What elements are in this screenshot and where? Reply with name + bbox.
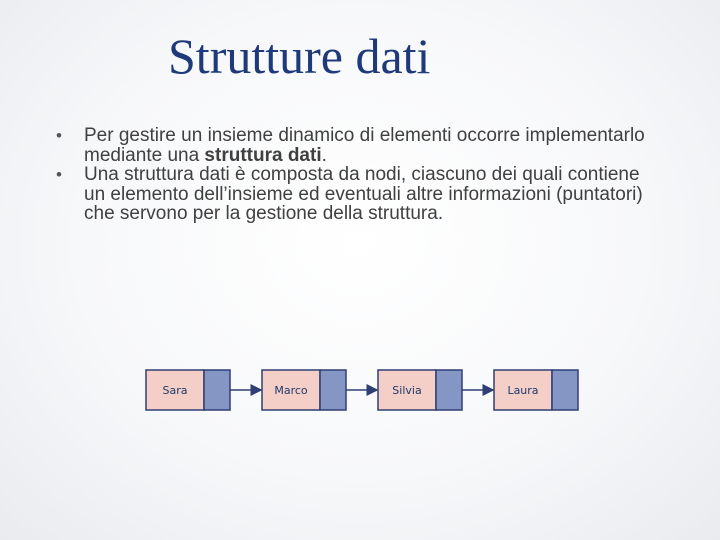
bullet-list [50, 126, 660, 224]
bullet-text: Una struttura dati è composta da nodi, ciascuno dei quali contiene un elemento dell’insieme ed eventuali altre informazioni (puntatori) che servono per la gestione della struttura. [84, 164, 643, 224]
node-label: Silvia [392, 384, 422, 397]
list-node [262, 370, 346, 410]
node-pointer-cell [320, 370, 346, 410]
bullet-text: Per gestire un insieme dinamico di elementi occorre implementarlo mediante una [84, 125, 645, 166]
node-pointer-cell [204, 370, 230, 410]
list-node [146, 370, 230, 410]
node-label: Marco [274, 384, 308, 397]
slide-title: Strutture dati [168, 28, 431, 84]
bullet-item-2 [50, 165, 660, 224]
bullet-bold-text: struttura dati [204, 144, 322, 166]
bullet-item-1 [50, 126, 660, 165]
node-label: Sara [162, 384, 188, 397]
linked-list-diagram [144, 366, 580, 416]
list-node [494, 370, 578, 410]
bullet-text-end: . [321, 144, 327, 166]
node-pointer-cell [436, 370, 462, 410]
bullet-dot: • [56, 126, 62, 145]
node-pointer-cell [552, 370, 578, 410]
node-label: Laura [507, 384, 539, 397]
bullet-dot: • [56, 165, 62, 184]
list-node [378, 370, 462, 410]
